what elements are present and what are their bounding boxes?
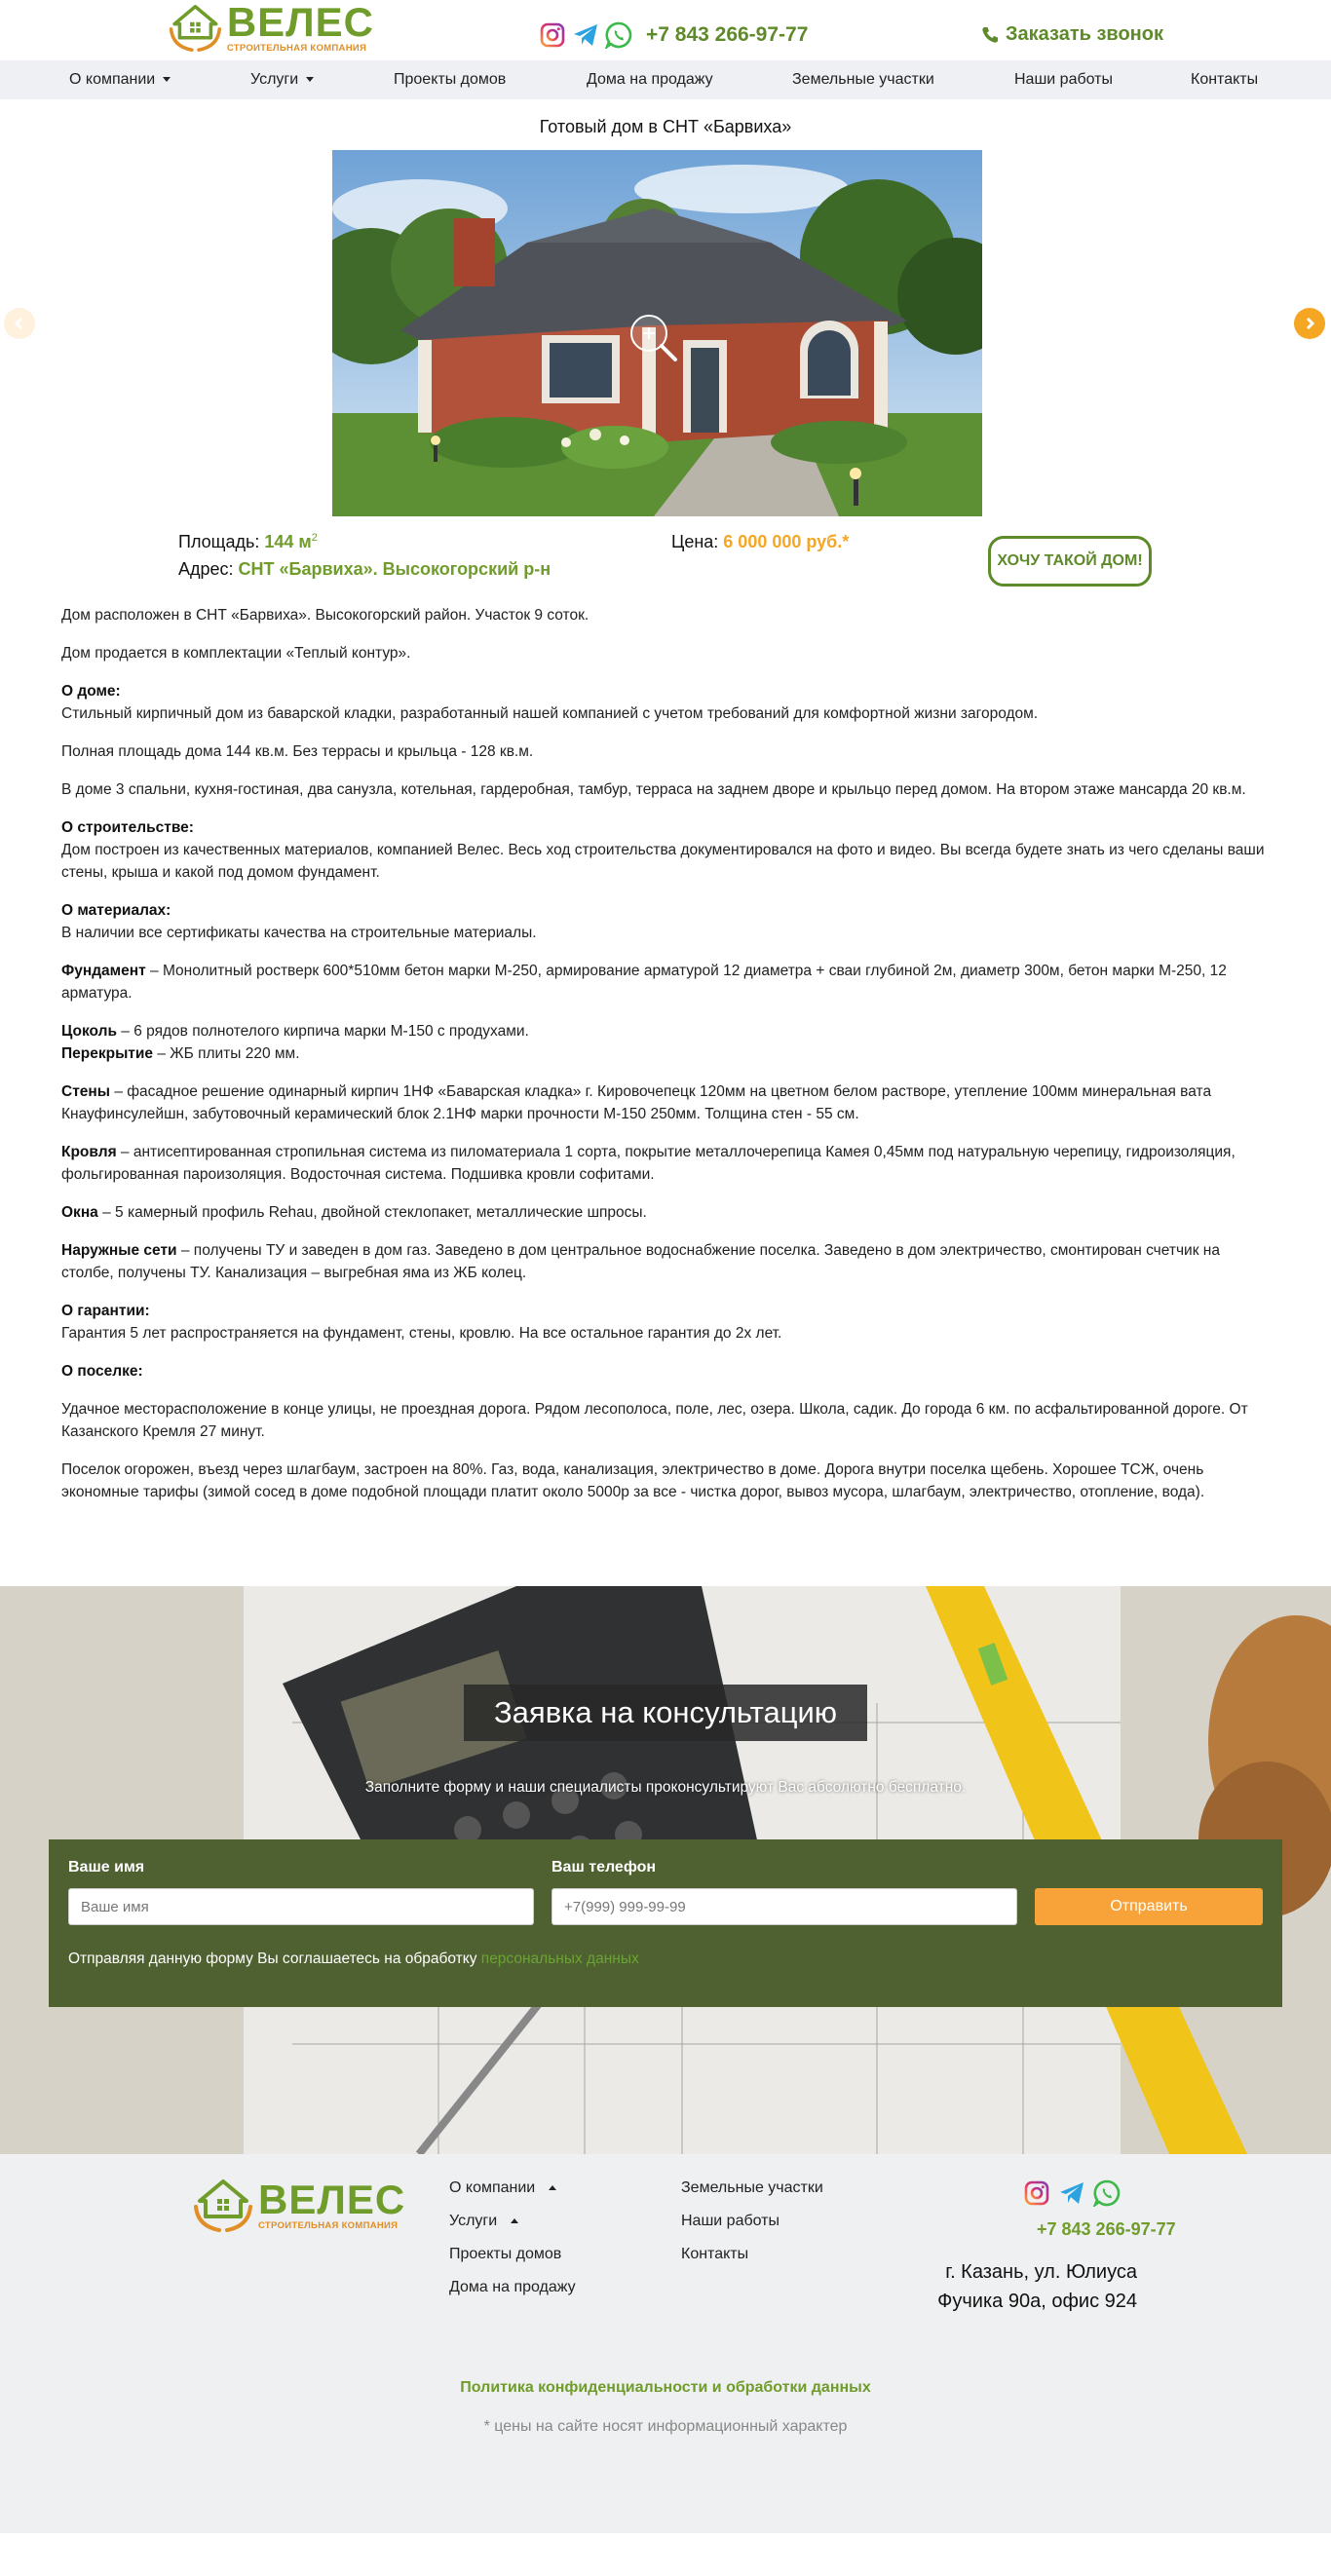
page-title: Готовый дом в СНТ «Барвиха» [539,117,792,136]
walls-block: Стены – фасадное решение одинарный кирпич 1НФ «Баварская кладка» г. Кировочепецк 120мм на цветном белом растворе, утепление 100мм минеральная вата Кнауфинсулейшн, забутовочный керамический блок 2.1НФ марки прочности М-150 250мм. Толщина стен - 55 см. [61,1083,1212,1122]
roof-block: Кровля – антисептированная стропильная система из пиломатериала 1 сорта, покрытие металлочерепица Камея 0,45мм под натуральную черепицу, гидроизоляция, фольгированная пароизоляция. Водосточная система. Подшивка кровли софитами. [61,1144,1236,1183]
phone-label: Ваш телефон [551,1859,657,1875]
logo-wordmark: ВЕЛЕС [226,0,374,46]
chevron-left-icon [13,317,26,330]
address-row [178,559,551,580]
main-nav [0,60,1331,99]
footer-link-about[interactable]: О компании [449,2172,576,2205]
consent-text: Отправляя данную форму Вы соглашаетесь на обработку персональных данных [68,1951,639,1967]
chevron-right-icon [1303,317,1316,330]
site-header [0,0,1331,99]
chevron-down-icon [163,77,171,82]
house-photo[interactable] [332,150,982,516]
header-phone-link[interactable]: +7 843 266-97-77 [646,23,809,46]
want-house-button[interactable]: ХОЧУ ТАКОЙ ДОМ! [988,536,1152,587]
warranty-block: О гарантии: Гарантия 5 лет распространяется на фундамент, стены, кровлю. На все остальное гарантия до 2х лет. [61,1303,782,1342]
nav-item-contacts[interactable]: Контакты [1191,71,1259,88]
personal-data-link[interactable]: персональных данных [480,1951,639,1967]
instagram-icon[interactable] [1023,2179,1050,2207]
address-value: СНТ «Барвиха». Высокогорский р-н [238,559,551,579]
price-disclaimer: * цены на сайте носят информационный характер [483,2418,848,2435]
desc-paragraph: Дом расположен в СНТ «Барвиха». Высокогорский район. Участок 9 соток. [61,607,589,624]
construction-block: О строительстве: Дом построен из качественных материалов, компанией Велес. Весь ход строительства документировался на фото и видео. Вы всегда будете знать из чего сделаны ваши стены, крыша и какой под домом фундамент. [61,819,1265,881]
consultation-section [0,1586,1331,2154]
footer-logo[interactable] [192,2178,405,2234]
price-row [671,532,849,552]
footer-link-our-works[interactable]: Наши работы [681,2213,780,2229]
telegram-icon[interactable] [572,21,599,49]
footer-logo-tagline: СТРОИТЕЛЬНАЯ КОМПАНИЯ [258,2220,399,2232]
area-value: 144 $м^2$ [264,532,318,551]
price-value: 6 000 000 руб.* [723,532,850,551]
house-hands-logo-icon [168,0,223,57]
price-label: Цена: [671,532,719,551]
top-bar [0,0,1331,60]
footer-link-projects[interactable]: Проекты домов [449,2246,562,2262]
logo-tagline: СТРОИТЕЛЬНАЯ КОМПАНИЯ [226,43,367,55]
desc-paragraph: Поселок огорожен, въезд через шлагбаум, застроен на 80%. Газ, вода, канализация, электричество в доме. Дорога внутри поселка щебень. Хорошее ТСЖ, очень экономные тарифы (зимой сосед в доме подобной площади платит около 5000р за все - чистка дорог, вывоз мусора, шлагбаум, электричество, отопление, вода). [61,1461,1205,1500]
plinth-floors-block: Цоколь – 6 рядов полнотелого кирпича марки М-150 с продухами. Перекрытие – ЖБ плиты 220 мм. [61,1023,529,1062]
instagram-icon[interactable] [539,21,566,49]
desc-paragraph: Полная площадь дома 144 кв.м. Без террасы и крыльца - 128 кв.м. [61,743,534,760]
footer-link-services[interactable]: Услуги [449,2205,576,2238]
photo-slider [0,150,1331,520]
area-label: Площадь: [178,532,260,551]
about-house-block: О доме: Стильный кирпичный дом из баварской кладки, разработанный нашей компанией с учетом требований для комфортной жизни загородом. [61,683,1039,722]
whatsapp-icon[interactable] [605,21,632,49]
site-footer [0,2154,1331,2533]
name-label: Ваше имя [68,1859,145,1875]
nav-item-houses-for-sale[interactable]: Дома на продажу [587,71,713,88]
desc-paragraph: В доме 3 спальни, кухня-гостиная, два санузла, котельная, гардеробная, тамбур, терраса на заднем дворе и крыльцо перед домом. На втором этаже мансарда 20 кв.м. [61,781,1246,798]
chevron-up-icon [549,2185,556,2190]
logo[interactable] [168,0,374,57]
phone-input[interactable] [551,1888,1017,1925]
desc-paragraph: Удачное месторасположение в конце улицы, не проездная дорога. Рядом лесополоса, поле, лес, озера. Школа, садик. До города 6 км. по асфальтированной дороге. От Казанского Кремля 27 минут. [61,1401,1248,1440]
nav-item-about[interactable]: О компании [69,60,171,99]
house-hands-logo-icon [192,2178,254,2234]
phone-icon [980,25,1000,45]
materials-block: О материалах: В наличии все сертификаты качества на строительные материалы. [61,902,537,941]
slider-prev-button[interactable] [4,308,35,339]
village-heading: О поселке: [61,1363,143,1380]
footer-link-land-plots[interactable]: Земельные участки [681,2179,823,2196]
foundation-block: Фундамент – Монолитный ростверк 600*510мм бетон марки М-250, армирование арматурой 12 диаметра + сваи глубиной 2м, диаметр 300м, бетон марки М-250, 12 арматура. [61,963,1227,1002]
address-label: Адрес: [178,559,234,579]
header-contacts [539,21,808,49]
footer-link-contacts[interactable]: Контакты [681,2246,749,2262]
consultation-subtitle: Заполните форму и наши специалисты проконсультируют Вас абсолютно бесплатно. [364,1779,967,1796]
house-description [0,590,1331,1586]
footer-link-houses-for-sale[interactable]: Дома на продажу [449,2279,576,2295]
footer-address: г. Казань, ул. Юлиуса Фучика 90а, офис 924 [937,2261,1137,2312]
footer-nav-col-1 [449,2172,576,2304]
whatsapp-icon[interactable] [1093,2179,1121,2207]
footer-social [1023,2179,1121,2207]
area-row [178,532,318,552]
callback-label: Заказать звонок [1006,23,1163,45]
callback-button[interactable] [980,23,1163,46]
listing-summary [0,520,1331,590]
chevron-up-icon [511,2218,518,2223]
telegram-icon[interactable] [1058,2179,1085,2207]
slider-next-button[interactable] [1294,308,1325,339]
name-input[interactable] [68,1888,534,1925]
windows-block: Окна – 5 камерный профиль Rehau, двойной стеклопакет, металлические шпросы. [61,1204,647,1221]
nav-item-land-plots[interactable]: Земельные участки [792,71,934,88]
privacy-policy-link[interactable]: Политика конфиденциальности и обработки данных [460,2379,871,2396]
nav-item-our-works[interactable]: Наши работы [1014,71,1114,88]
consultation-form [49,1839,1282,2007]
footer-nav-col-2 [681,2172,823,2271]
consultation-title: Заявка на консультацию [464,1685,867,1741]
submit-button[interactable]: Отправить [1035,1888,1263,1925]
nav-item-projects[interactable]: Проекты домов [394,71,507,88]
nav-item-services[interactable]: Услуги [250,60,314,99]
footer-phone-link[interactable]: +7 843 266-97-77 [1037,2219,1176,2239]
utilities-block: Наружные сети – получены ТУ и заведен в дом газ. Заведено в дом центральное водоснабжение поселка. Заведено в дом электричество, смонтирован счетчик на столбе, получены ТУ. Канализация – выгребная яма из ЖБ колец. [61,1242,1220,1281]
chevron-down-icon [306,77,314,82]
desc-paragraph: Дом продается в комплектации «Теплый контур». [61,645,411,662]
house-image [332,150,982,516]
footer-logo-wordmark: ВЕЛЕС [258,2177,406,2223]
